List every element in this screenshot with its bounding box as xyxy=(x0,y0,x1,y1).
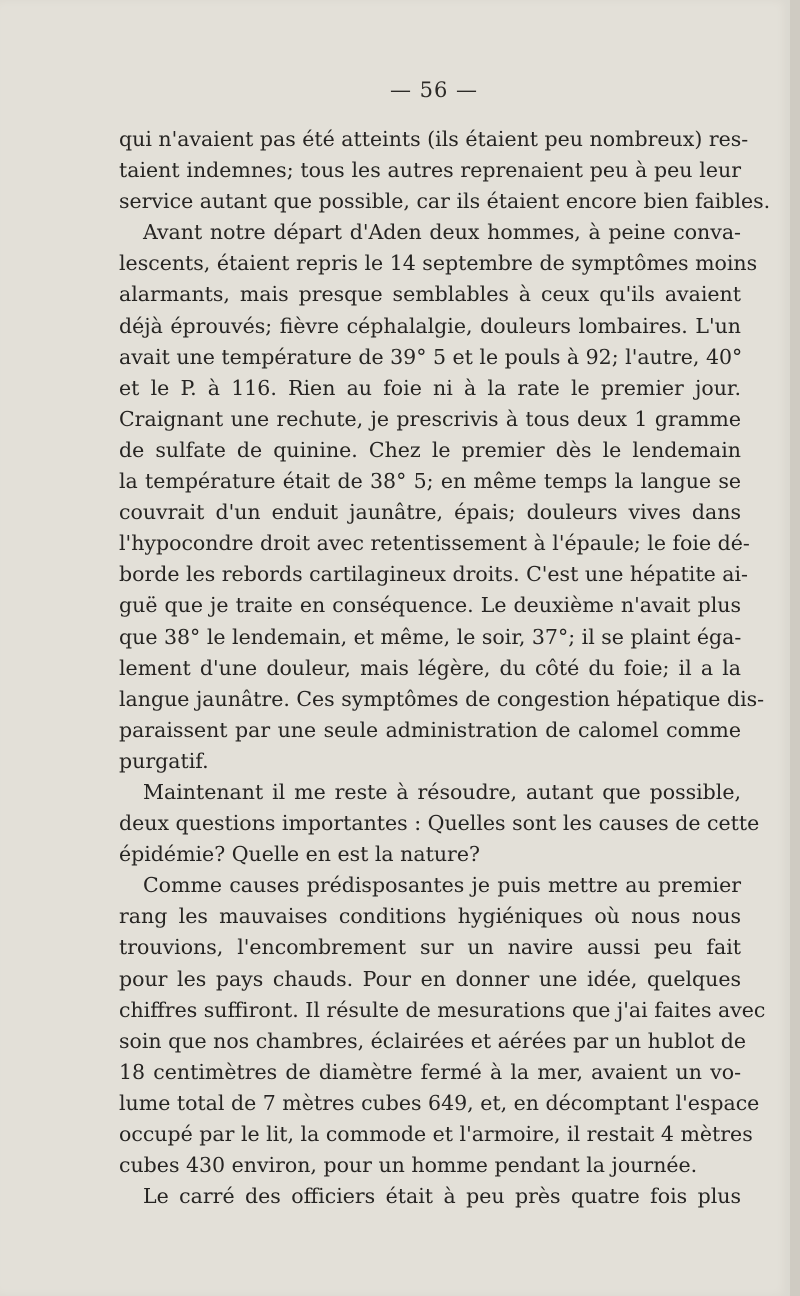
text-line: guë que je traite en conséquence. Le deuxième n'avait plus xyxy=(119,593,741,618)
page-number: — 56 — xyxy=(389,78,479,102)
text-line: rang les mauvaises conditions hygiéniques où nous nous xyxy=(119,904,741,929)
text-line: Le carré des officiers était à peu près quatre fois plus xyxy=(143,1184,741,1209)
text-line: de sulfate de quinine. Chez le premier dès le lendemain xyxy=(119,437,741,462)
body-text xyxy=(119,124,771,1212)
text-line: pour les pays chauds. Pour en donner une idée, quelques xyxy=(119,966,741,991)
text-line: Craignant une rechute, je prescrivis à tous deux 1 gramme xyxy=(119,406,741,431)
text-line: qui n'avaient pas été atteints (ils étaient peu nombreux) res- xyxy=(119,127,749,151)
page-edge xyxy=(790,0,800,1296)
text-line: soin que nos chambres, éclairées et aérées par un hublot de xyxy=(119,1028,747,1053)
text-line: cubes 430 environ, pour un homme pendant la journée. xyxy=(119,1153,698,1178)
text-line: lescents, étaient repris le 14 septembre de symptômes moins xyxy=(119,251,758,276)
text-line: service autant que possible, car ils étaient encore bien faibles. xyxy=(119,189,771,214)
text-line: occupé par le lit, la commode et l'armoire, il restait 4 mètres xyxy=(119,1122,753,1146)
text-line: alarmants, mais presque semblables à ceux qu'ils avaient xyxy=(119,282,741,307)
text-line: et le P. à 116. Rien au foie ni à la rate le premier jour. xyxy=(119,375,741,400)
text-line: la température était de 38° 5; en même temps la langue se xyxy=(119,469,741,494)
text-line: que 38° le lendemain, et même, le soir, 37°; il se plaint éga- xyxy=(119,624,742,649)
text-line: couvrait d'un enduit jaunâtre, épais; douleurs vives dans xyxy=(119,500,741,525)
text-line: Maintenant il me reste à résoudre, autant que possible, xyxy=(143,779,741,804)
text-line: paraissent par une seule administration de calomel comme xyxy=(119,717,741,742)
text-line: borde les rebords cartilagineux droits. C'est une hépatite ai- xyxy=(119,562,748,587)
text-line: lume total de 7 mètres cubes 649, et, en décomptant l'espace xyxy=(119,1090,760,1115)
text-line: langue jaunâtre. Ces symptômes de congestion hépatique dis- xyxy=(119,686,765,711)
text-line: purgatif. xyxy=(119,748,209,773)
text-line: trouvions, l'encombrement sur un navire aussi peu fait xyxy=(119,935,741,960)
text-line: avait une température de 39° 5 et le pouls à 92; l'autre, 40° xyxy=(119,344,743,369)
text-line: chiffres suffiront. Il résulte de mesurations que j'ai faites avec xyxy=(119,997,766,1022)
text-line: taient indemnes; tous les autres reprenaient peu à peu leur xyxy=(119,158,741,183)
text-line: Avant notre départ d'Aden deux hommes, à peine conva- xyxy=(143,220,741,245)
text-line: l'hypocondre droit avec retentissement à l'épaule; le foie dé- xyxy=(119,531,750,556)
text-line: épidémie? Quelle en est la nature? xyxy=(119,842,480,867)
text-line: lement d'une douleur, mais légère, du côté du foie; il a la xyxy=(119,655,741,680)
text-line: déjà éprouvés; fièvre céphalalgie, douleurs lombaires. L'un xyxy=(119,313,741,338)
text-line: deux questions importantes : Quelles sont les causes de cette xyxy=(119,811,760,836)
text-line: 18 centimètres de diamètre fermé à la mer, avaient un vo- xyxy=(119,1059,741,1084)
text-line: Comme causes prédisposantes je puis mettre au premier xyxy=(143,873,741,898)
